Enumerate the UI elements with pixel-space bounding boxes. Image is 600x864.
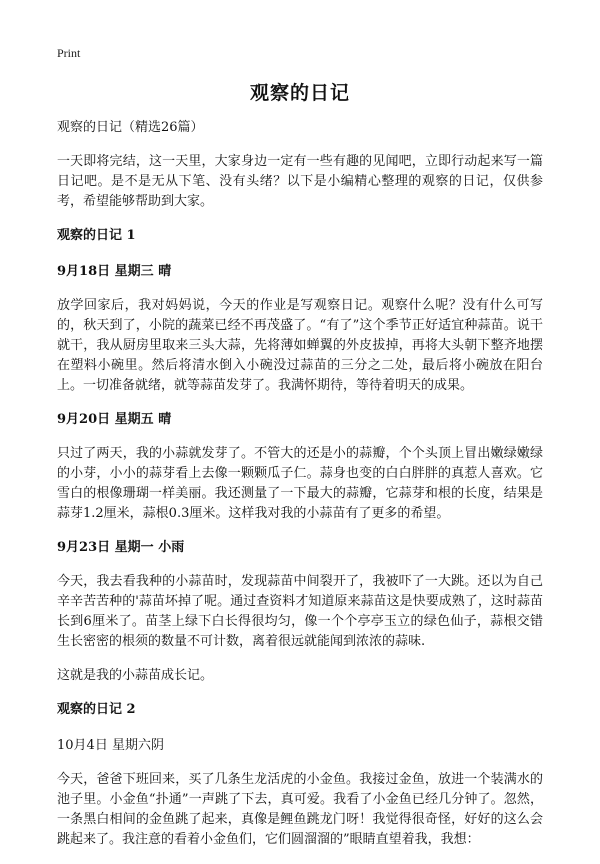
entry-paragraph: 今天，爸爸下班回来，买了几条生龙活虎的小金鱼。我接过金鱼，放进一个装满水的池子里。小金鱼“扑通”一声跳了下去，真可爱。我看了小金鱼已经几分钟了。忽然，一条黑白相间的金鱼跳了起来，真像是鲤鱼跳龙门呀！我觉得很奇怪，好好的这么会跳起来了。我注意的看着小金鱼们，它们圆溜溜的”眼睛直望着我，我想： — [57, 772, 543, 847]
entry-date: 9月20日 星期五 晴 — [57, 412, 172, 427]
section-heading: 观察的日记 1 — [57, 228, 136, 243]
document-title: 观察的日记 — [249, 82, 350, 104]
entry-paragraph: 放学回家后，我对妈妈说，今天的作业是写观察日记。观察什么呢？没有什么可写的，秋天到了，小院的蔬菜已经不再茂盛了。“有了”这个季节正好适宜种蒜苗。说干就干，我从厨房里取来三头大蒜，先将薄如蝉翼的外皮拔掉，再将大头朝下整齐地摆在塑料小碗里。然后将清水倒入小碗没过蒜苗的三分之二处，最后将小碗放在阳台上。一切准备就绪，就等蒜苗发芽了。我满怀期待，等待着明天的成果。 — [57, 298, 543, 393]
document-body — [57, 118, 543, 864]
document-subtitle: 观察的日记（精选26篇） — [57, 120, 204, 135]
entry-date: 9月18日 星期三 晴 — [57, 264, 172, 279]
entry-paragraph: 今天，我去看我种的小蒜苗时，发现蒜苗中间裂开了，我被吓了一大跳。还以为自己辛辛苦苦种的'蒜苗坏掉了呢。通过查资料才知道原来蒜苗这是快要成熟了，这时蒜苗长到6厘米了。苗茎上绿下白长得很均匀，像一个个亭亭玉立的绿色仙子，蒜根交错生长密密的根须的数量不可计数，离着很远就能闻到浓浓的蒜味. — [57, 574, 543, 649]
entry-paragraph: 这就是我的小蒜苗成长记。 — [57, 668, 214, 683]
print-link[interactable]: Print — [57, 46, 81, 60]
entry-paragraph: 只过了两天，我的小蒜就发芽了。不管大的还是小的蒜瓣，个个头顶上冒出嫩绿嫩绿的小芽，小小的蒜芽看上去像一颗颗瓜子仁。蒜身也变的白白胖胖的真惹人喜欢。它雪白的根像珊瑚一样美丽。我还测量了一下最大的蒜瓣，它蒜芽和根的长度，结果是蒜芽1.2厘米，蒜根0.3厘米。这样我对我的小蒜苗有了更多的希望。 — [57, 446, 543, 521]
entry-date: 9月23日 星期一 小雨 — [57, 540, 185, 555]
entry-date: 10月4日 星期六阴 — [57, 738, 164, 753]
intro-paragraph: 一天即将完结，这一天里，大家身边一定有一些有趣的见闻吧，立即行动起来写一篇日记吧。是不是无从下笔、没有头绪？以下是小编精心整理的观察的日记，仅供参考，希望能够帮助到大家。 — [57, 154, 543, 209]
section-heading: 观察的日记 2 — [57, 702, 136, 717]
